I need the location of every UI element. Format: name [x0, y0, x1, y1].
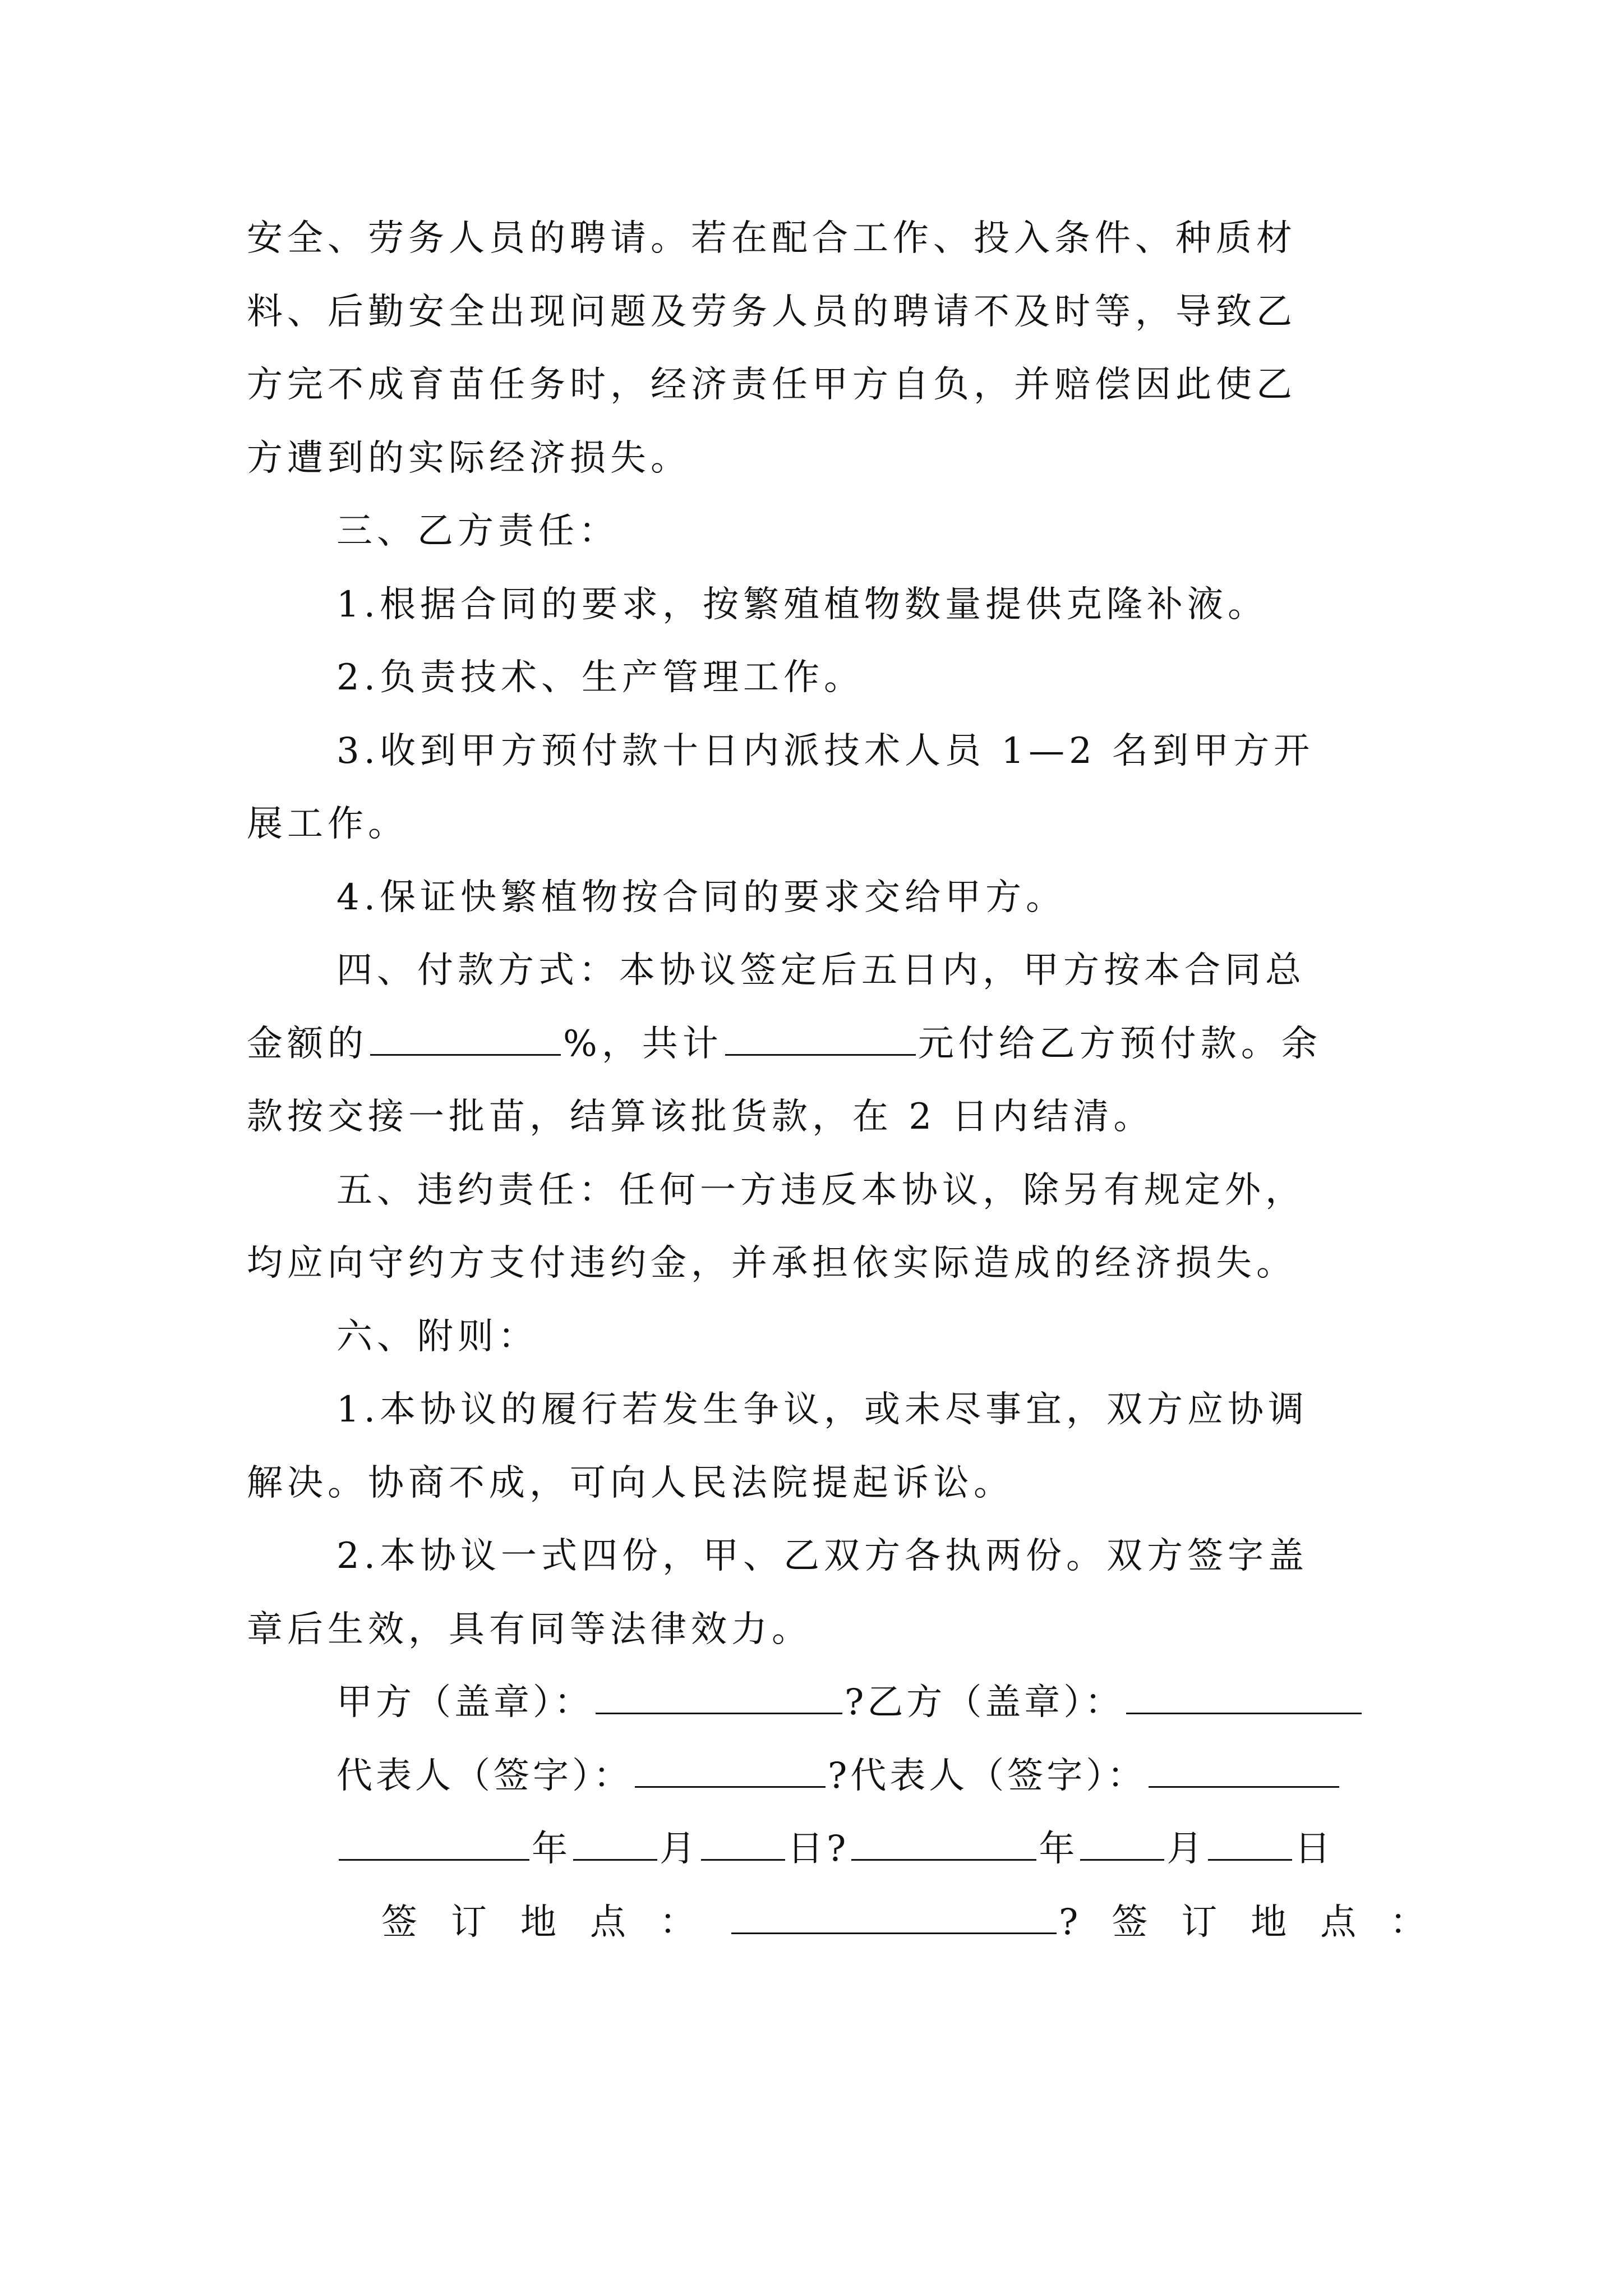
rep-b-blank[interactable]: [1149, 1755, 1339, 1788]
signature-rep-row: [336, 1754, 1341, 1798]
year-label: 年: [1039, 1828, 1078, 1870]
payment-text: 元付给乙方预付款。余: [917, 1023, 1322, 1065]
payment-text: %，共计: [563, 1023, 723, 1065]
day-a-blank[interactable]: [701, 1828, 785, 1861]
month-b-blank[interactable]: [1080, 1828, 1164, 1861]
place-a-label: 签订地点：: [381, 1902, 729, 1943]
party-a-seal-blank[interactable]: [596, 1681, 842, 1714]
section-heading: 六、附则：: [336, 1316, 538, 1358]
day-b-blank[interactable]: [1208, 1828, 1292, 1861]
list-item-continued: 展工作。: [247, 803, 408, 845]
amount-blank[interactable]: [725, 1023, 916, 1056]
list-item: 3.收到甲方预付款十日内派技术人员 1—2 名到甲方开: [336, 730, 1315, 772]
month-label: 月: [660, 1828, 699, 1870]
party-b-seal-blank[interactable]: [1126, 1681, 1362, 1714]
paragraph-line: 均应向守约方支付违约金，并承担依实际造成的经济损失。: [247, 1243, 1297, 1284]
paragraph-line: 款按交接一批苗，结算该批货款，在 2 日内结清。: [247, 1096, 1154, 1138]
list-item-continued: 章后生效，具有同等法律效力。: [247, 1609, 812, 1650]
day-label: 日: [1294, 1828, 1334, 1870]
party-b-seal-label: ?乙方（盖章）：: [845, 1682, 1124, 1723]
list-item: 1.本协议的履行若发生争议，或未尽事宜，双方应协调: [336, 1389, 1309, 1430]
party-a-seal-label: 甲方（盖章）：: [336, 1682, 593, 1723]
rep-a-blank[interactable]: [635, 1755, 826, 1788]
list-item: 2.本协议一式四份，甲、乙双方各执两份。双方签字盖: [336, 1535, 1309, 1577]
list-item: 1.根据合同的要求，按繁殖植物数量提供克隆补液。: [336, 584, 1269, 625]
signature-date-row: [336, 1826, 1334, 1871]
month-a-blank[interactable]: [573, 1828, 657, 1861]
list-item-continued: 解决。协商不成，可向人民法院提起诉讼。: [247, 1462, 1014, 1504]
paragraph-line: 方遭到的实际经济损失。: [247, 438, 691, 479]
rep-b-label: ?代表人（签字）：: [828, 1755, 1147, 1797]
paragraph-line: 料、后勤安全出现问题及劳务人员的聘请不及时等，导致乙: [247, 291, 1297, 333]
year-b-blank[interactable]: [851, 1828, 1036, 1861]
rep-a-label: 代表人（签字）：: [336, 1755, 633, 1797]
section-heading: 三、乙方责任：: [336, 510, 619, 552]
signature-place-row: [381, 1900, 1459, 1945]
place-b-label: ?签订地点：: [1059, 1902, 1460, 1943]
paragraph-line: 安全、劳务人员的聘请。若在配合工作、投入条件、种质材: [247, 218, 1297, 259]
day-separator-label: 日?: [787, 1828, 850, 1870]
year-label: 年: [532, 1828, 571, 1870]
paragraph-line: 方完不成育苗任务时，经济责任甲方自负，并赔偿因此使乙: [247, 364, 1297, 406]
percent-blank[interactable]: [370, 1023, 561, 1056]
year-a-blank[interactable]: [339, 1828, 529, 1861]
section-heading: 五、违约责任：任何一方违反本协议，除另有规定外，: [336, 1170, 1306, 1211]
signature-seal-row: [336, 1680, 1364, 1725]
payment-line: [247, 1022, 1322, 1066]
payment-text: 金额的: [247, 1023, 368, 1065]
section-heading: 四、付款方式：本协议签定后五日内，甲方按本合同总: [336, 950, 1306, 991]
place-a-blank[interactable]: [731, 1901, 1057, 1934]
month-label: 月: [1166, 1828, 1206, 1870]
list-item: 2.负责技术、生产管理工作。: [336, 657, 865, 698]
list-item: 4.保证快繁植物按合同的要求交给甲方。: [336, 877, 1067, 918]
